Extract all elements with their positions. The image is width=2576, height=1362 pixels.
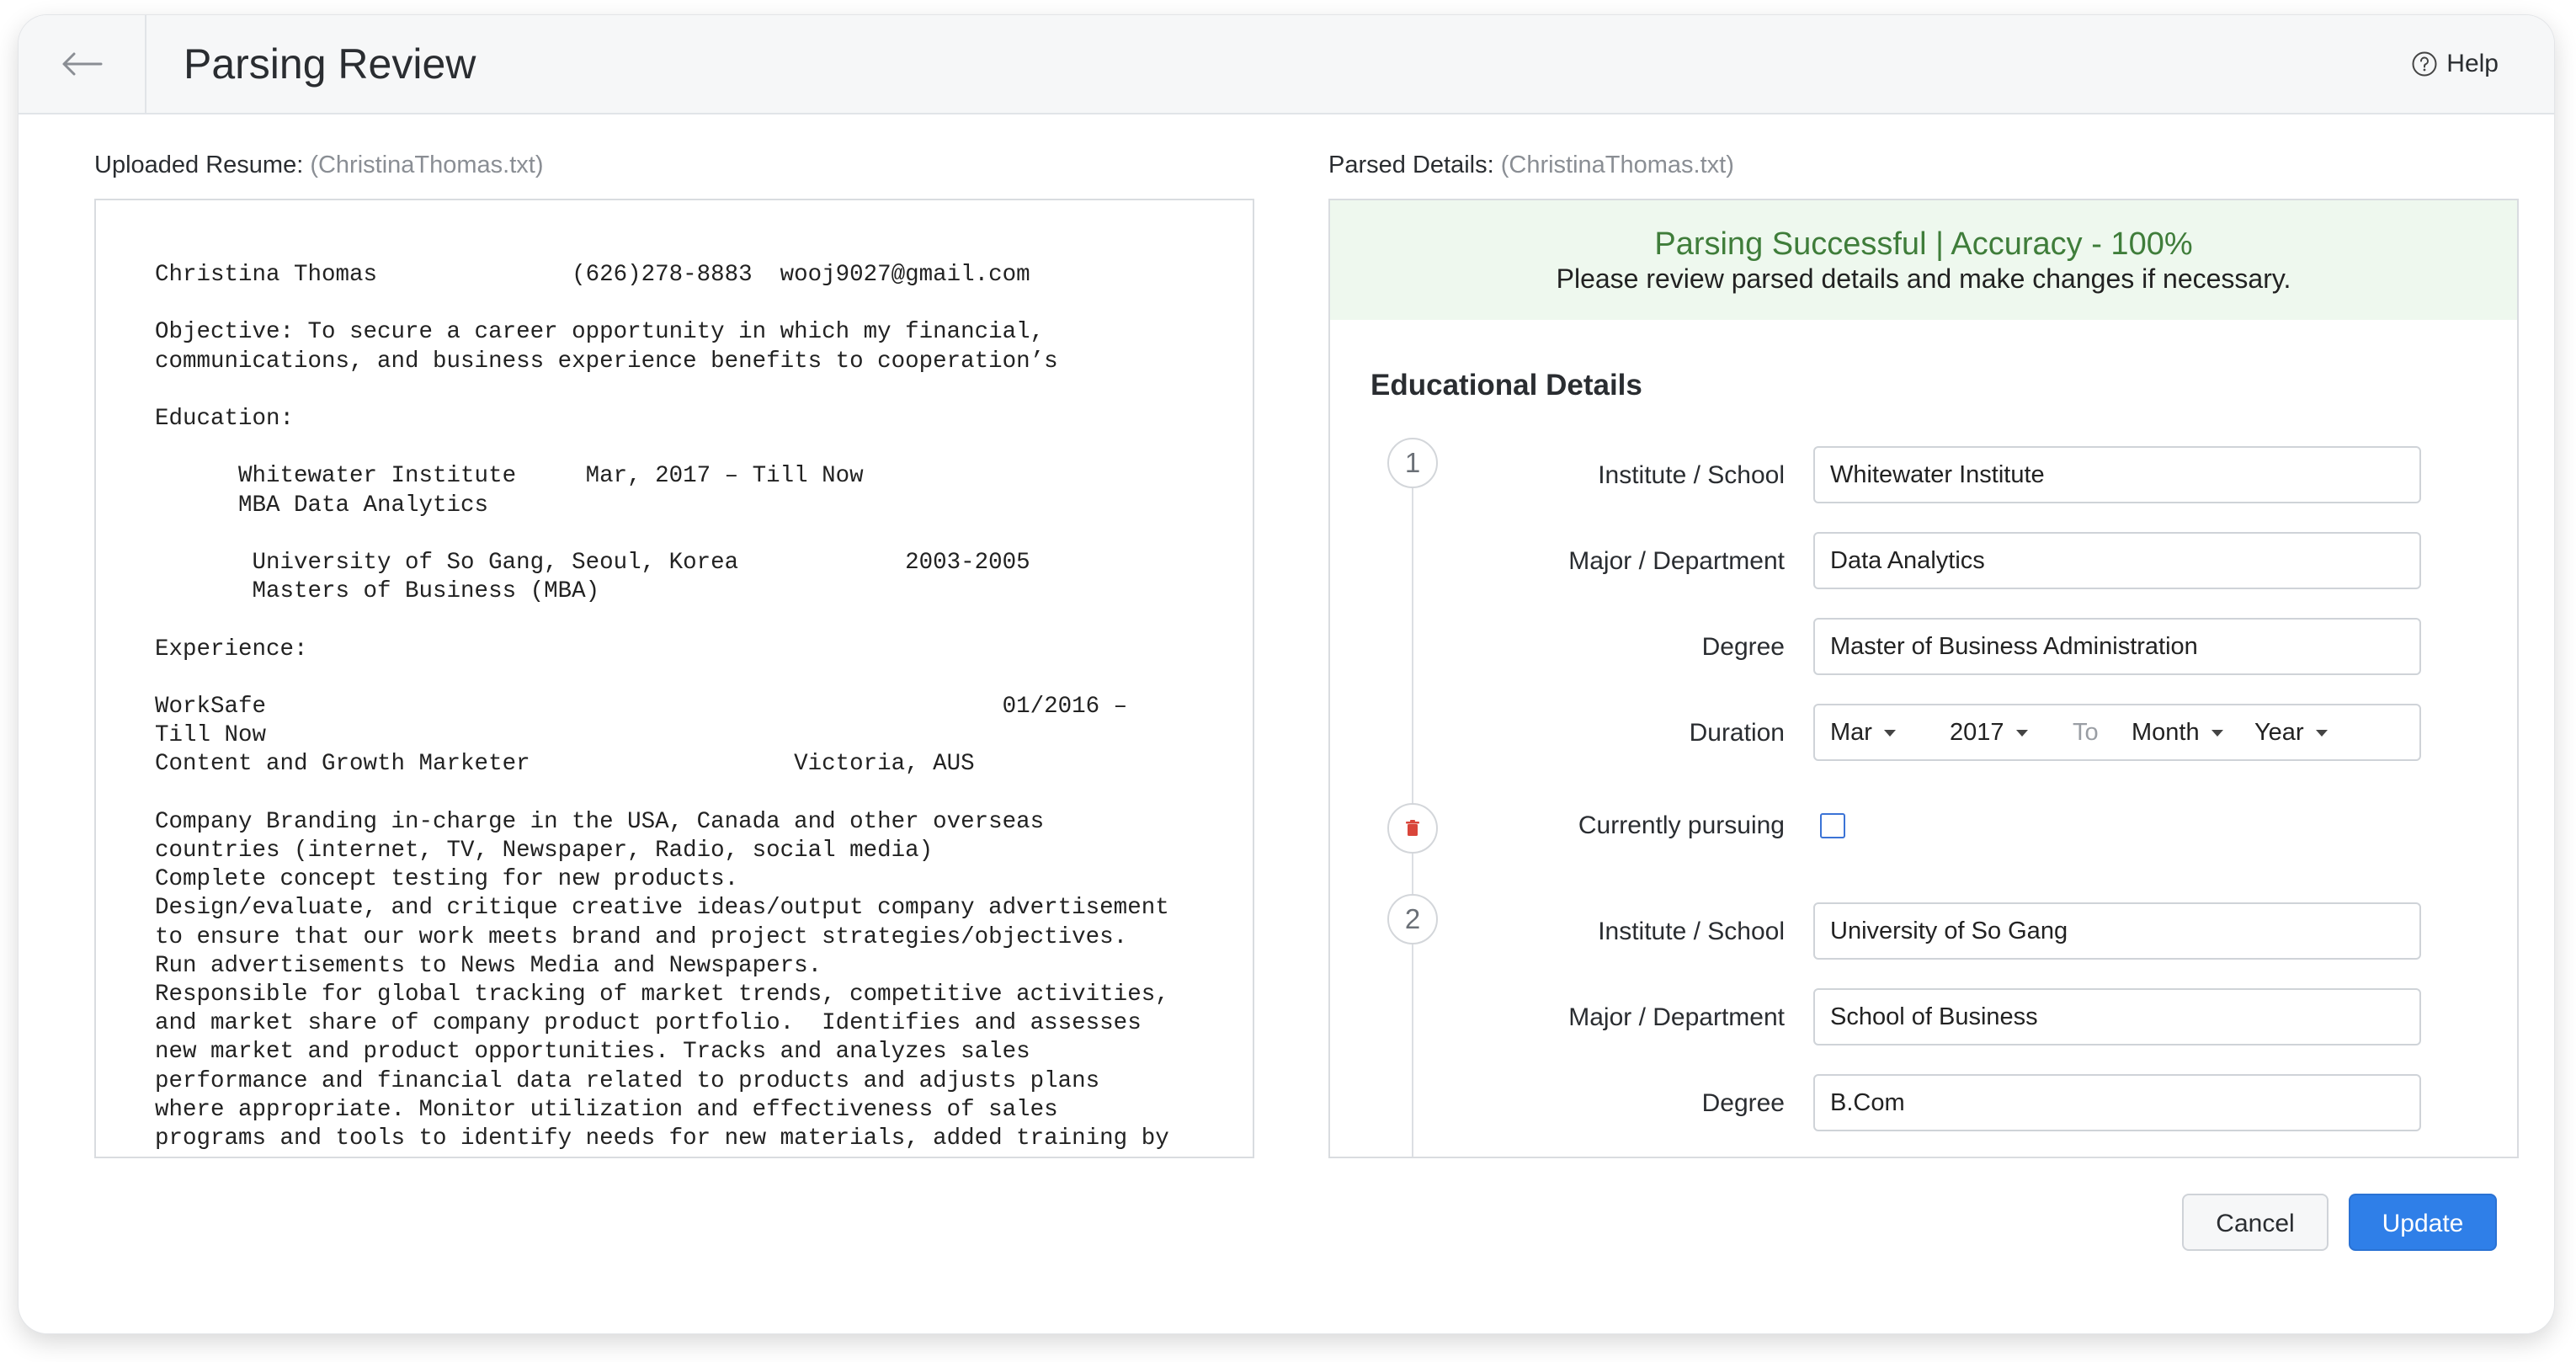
- degree-label: Degree: [1701, 1089, 1785, 1117]
- major-label: Major / Department: [1568, 1003, 1785, 1031]
- to-year-select[interactable]: [2254, 705, 2328, 759]
- degree-input-1[interactable]: Master of Business Administration: [1813, 618, 2421, 675]
- parse-instruction: Please review parsed details and make changes if necessary.: [1556, 263, 2291, 294]
- parsed-details-label: Parsed Details:: [1328, 152, 1494, 178]
- uploaded-resume-label: Uploaded Resume:: [94, 152, 304, 178]
- to-month-value: Month: [2132, 719, 2200, 746]
- chevron-down-icon: [2211, 730, 2223, 737]
- parse-status-banner: [1330, 200, 2517, 320]
- parsed-details-heading: [1328, 152, 1734, 179]
- degree-label: Degree: [1701, 633, 1785, 661]
- help-button[interactable]: [2411, 15, 2499, 113]
- degree-input-2[interactable]: B.Com: [1813, 1074, 2421, 1131]
- chevron-down-icon: [1884, 730, 1896, 737]
- duration-label: Duration: [1689, 719, 1785, 747]
- institute-input-1[interactable]: Whitewater Institute: [1813, 446, 2421, 503]
- major-label: Major / Department: [1568, 547, 1785, 575]
- question-circle-icon: [2411, 51, 2438, 77]
- major-input-1[interactable]: Data Analytics: [1813, 532, 2421, 589]
- uploaded-resume-filename: (ChristinaThomas.txt): [310, 152, 544, 178]
- uploaded-resume-heading: [94, 152, 544, 179]
- from-month-value: Mar: [1830, 719, 1872, 746]
- institute-label: Institute / School: [1598, 461, 1785, 489]
- chevron-down-icon: [2316, 730, 2328, 737]
- resume-preview[interactable]: [94, 199, 1254, 1158]
- major-input-2[interactable]: School of Business: [1813, 988, 2421, 1045]
- arrow-left-icon: [61, 51, 103, 77]
- institute-label: Institute / School: [1598, 918, 1785, 945]
- page-title: Parsing Review: [184, 40, 476, 88]
- update-button[interactable]: Update: [2349, 1194, 2497, 1251]
- parse-status: Parsing Successful | Accuracy - 100%: [1654, 226, 2193, 262]
- entry-number-2: 2: [1387, 894, 1438, 944]
- to-month-select[interactable]: [2132, 705, 2223, 759]
- currently-pursuing-checkbox[interactable]: [1820, 813, 1845, 838]
- from-year-value: 2017: [1950, 719, 2004, 746]
- chevron-down-icon: [2016, 730, 2028, 737]
- parsed-details-filename: (ChristinaThomas.txt): [1500, 152, 1734, 178]
- entry-number-1: 1: [1387, 438, 1438, 488]
- to-label: To: [2073, 719, 2099, 746]
- parsing-review-window: [19, 15, 2554, 1333]
- back-button[interactable]: [19, 15, 146, 113]
- top-bar: [19, 15, 2554, 114]
- from-year-select[interactable]: [1950, 705, 2028, 759]
- institute-input-2[interactable]: University of So Gang: [1813, 902, 2421, 960]
- parsed-details-panel[interactable]: [1328, 199, 2519, 1158]
- help-label: Help: [2446, 50, 2499, 77]
- duration-field-1: [1813, 704, 2421, 761]
- cancel-button[interactable]: Cancel: [2182, 1194, 2329, 1251]
- to-year-value: Year: [2254, 719, 2304, 746]
- from-month-select[interactable]: [1830, 705, 1896, 759]
- section-title: Educational Details: [1370, 369, 1642, 402]
- currently-pursuing-label: Currently pursuing: [1578, 811, 1785, 839]
- resume-text: Christina Thomas (626)278-8883 wooj9027@gmail.com Objective: To secure a career opportunity in which my financial, communications, and business experience benefits to cooperation’s Education: Whitewater Institute Mar, 2017 – Till Now MBA Data Analytics University of So Gang, Seoul, Korea 2003-2005 Masters of Business (MBA) Experience: WorkSafe 01/2016 – Till Now Content and Growth Marketer Victoria, AUS Company Branding in-charge in the USA, Canada and other overseas countries (internet, TV, Newspaper, Radio, social media) Complete concept testing for new products. Design/evaluate, and critique creative ideas/output company advertisement to ensure that our work meets brand and project strategies/objectives. Run advertisements to News Media and Newspapers. Responsible for global tracking of market trends, competitive activities, and market share of company product portfolio. Identifies and assesses new market and product opportunities. Tracks and analyzes sales performance and financial data related to products and adjusts plans where appropriate. Monitor utilization and effectiveness of sales programs and tools to identify needs for new materials, added training by: [155, 262, 1169, 1152]
